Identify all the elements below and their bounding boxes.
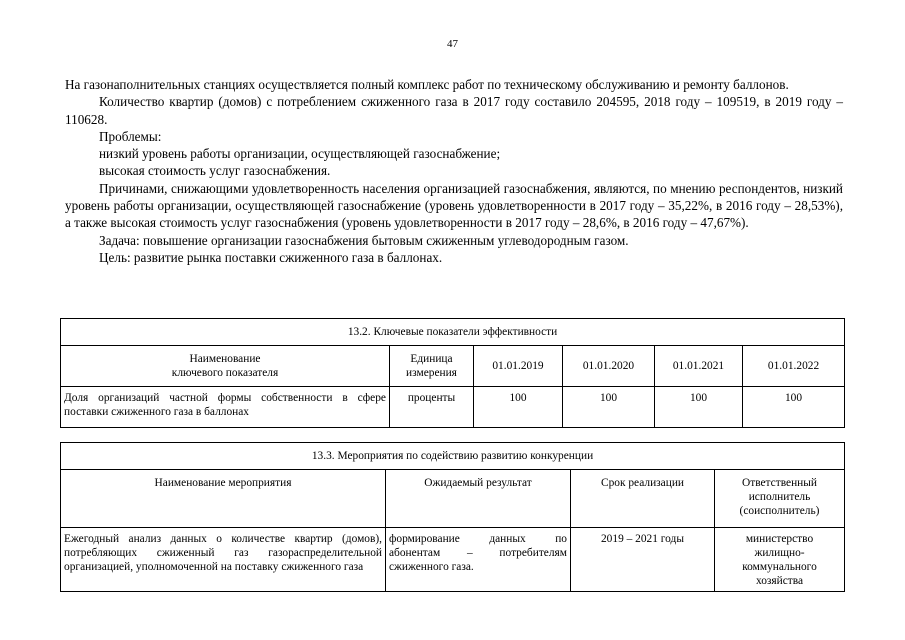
paragraph: Цель: развитие рынка поставки сжиженного газа в баллонах.	[99, 249, 443, 265]
kpi-header-indicator: Наименование ключевого показателя	[61, 346, 390, 387]
paragraph: Количество квартир (домов) с потреблением сжиженного газа в 2017 году составило 204595, 2018 году – 109519, в 2019 году – 110628.	[65, 94, 843, 127]
paragraph: Проблемы:	[99, 128, 162, 144]
kpi-value-2019: 100	[474, 387, 563, 428]
paragraph: Задача: повышение организации газоснабжения бытовым сжиженным углеводородным газом.	[99, 232, 629, 248]
table-row	[61, 528, 845, 592]
events-header-result: Ожидаемый результат	[386, 470, 571, 528]
kpi-unit: проценты	[390, 387, 474, 428]
kpi-header-2020: 01.01.2020	[563, 346, 655, 387]
paragraph: Причинами, снижающими удовлетворенность населения организацией газоснабжения, являются, по мнению респондентов, низкий уровень работы организации, осуществляющей газоснабжение (уровень удовлетворенности в 2017 году – 35,22%, в 2016 году – 28,53%), а также высокая стоимость услуг газоснабжения (уровень удовлетворенности в 2017 году – 28,6%, в 2016 году – 47,67%).	[65, 180, 843, 231]
events-header-event: Наименование мероприятия	[61, 470, 386, 528]
event-executor: министерство жилищно- коммунального хозяйства	[715, 528, 845, 592]
paragraph: высокая стоимость услуг газоснабжения.	[99, 163, 331, 179]
events-header-executor: Ответственный исполнитель (соисполнитель)	[715, 470, 845, 528]
kpi-indicator-name: Доля организаций частной формы собственности в сфере поставки сжиженного газа в баллонах	[61, 387, 390, 428]
events-table-caption: 13.3. Мероприятия по содействию развитию конкуренции	[61, 443, 845, 470]
event-result: формирование данных по абонентам – потребителям сжиженного газа.	[386, 528, 571, 592]
kpi-table	[60, 318, 845, 428]
kpi-header-2019: 01.01.2019	[474, 346, 563, 387]
event-description: Ежегодный анализ данных о количестве квартир (домов), потребляющих сжиженный газ газораспределительной организацией, уполномоченной на поставку сжиженного газа	[61, 528, 386, 592]
events-table	[60, 442, 845, 592]
kpi-header-2021: 01.01.2021	[655, 346, 743, 387]
paragraph: На газонаполнительных станциях осуществляется полный комплекс работ по техническому обслуживанию и ремонту баллонов.	[65, 77, 789, 92]
events-header-term: Срок реализации	[571, 470, 715, 528]
kpi-value-2022: 100	[743, 387, 845, 428]
kpi-value-2021: 100	[655, 387, 743, 428]
paragraph: низкий уровень работы организации, осуществляющей газоснабжение;	[99, 146, 501, 162]
kpi-header-2022: 01.01.2022	[743, 346, 845, 387]
page-number: 47	[447, 38, 458, 50]
kpi-table-caption: 13.2. Ключевые показатели эффективности	[61, 319, 845, 346]
table-row	[61, 387, 845, 428]
body-text	[65, 76, 843, 266]
event-term: 2019 – 2021 годы	[571, 528, 715, 592]
kpi-value-2020: 100	[563, 387, 655, 428]
kpi-header-unit: Единица измерения	[390, 346, 474, 387]
